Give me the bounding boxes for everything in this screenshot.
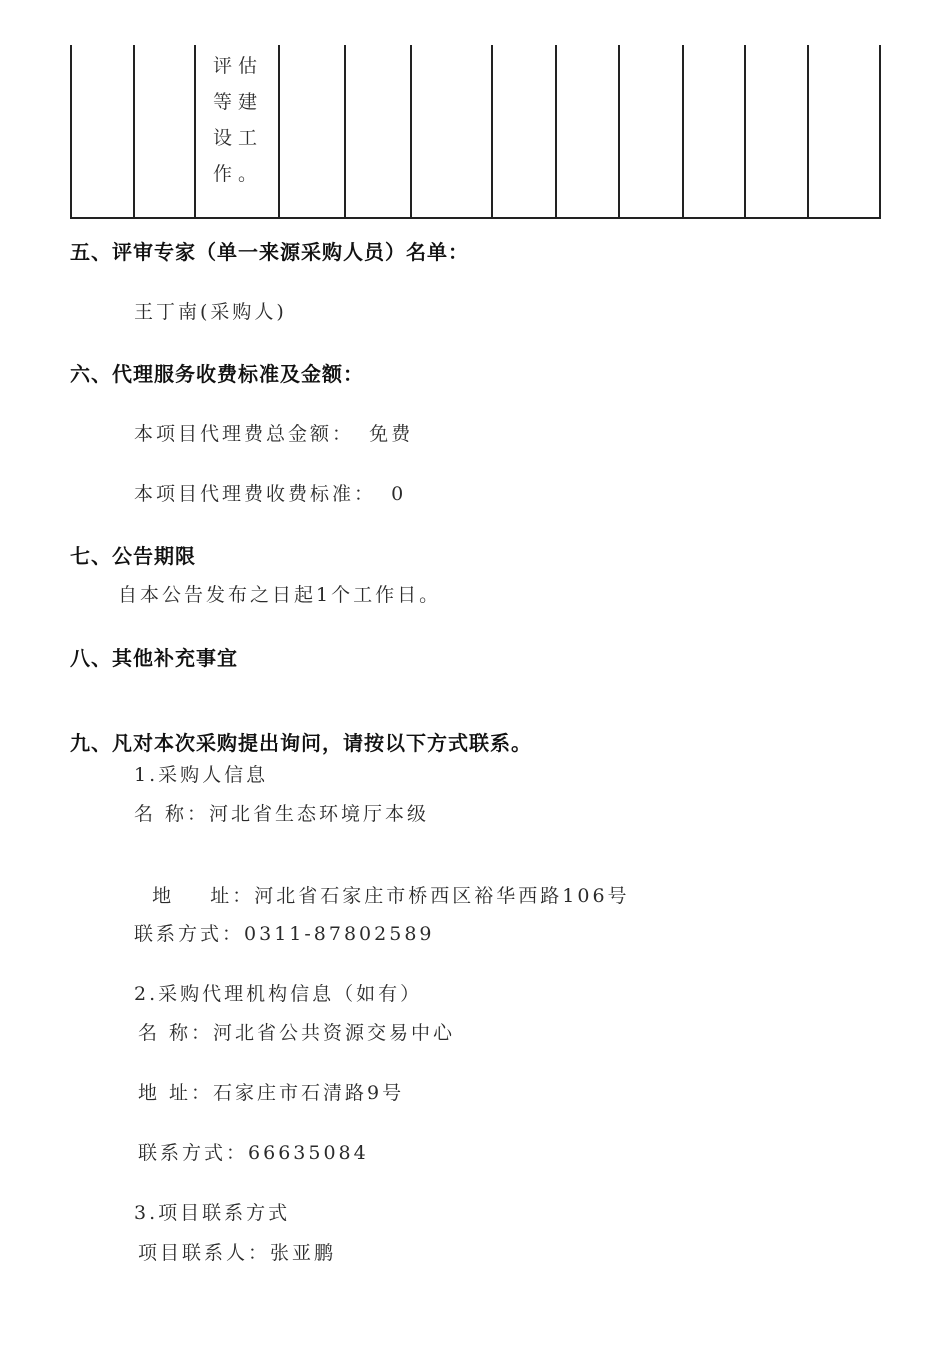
table-column-divider (133, 45, 135, 217)
purchaser-contact-label: 联系方式： (134, 923, 245, 945)
agency-fee-total-row (134, 419, 413, 446)
agency-address: 石家庄市石清路9号 (213, 1082, 405, 1104)
agency-fee-total-label: 本项目代理费总金额： (134, 423, 355, 445)
agency-fee-standard-label: 本项目代理费收费标准： (134, 483, 377, 505)
agency-contact-label: 联系方式： (138, 1142, 249, 1164)
table-column-divider (410, 45, 412, 217)
project-contact-label: 项目联系人： (138, 1242, 271, 1264)
table-column-divider (491, 45, 493, 217)
purchaser-name-label: 名 称： (134, 803, 210, 825)
agency-fee-total-value: 免费 (369, 423, 414, 445)
agency-fee-standard-row (134, 479, 406, 506)
purchaser-name-row (134, 799, 429, 826)
agency-name-row (138, 1018, 455, 1045)
agency-fee-standard-value: 0 (391, 483, 407, 505)
purchaser-phone: 0311-87802589 (244, 923, 435, 945)
purchaser-name: 河北省生态环境厅本级 (209, 803, 430, 825)
purchaser-info-title: 1.采购人信息 (134, 764, 269, 786)
table-border-left (70, 45, 72, 217)
announcement-period: 自本公告发布之日起1个工作日。 (118, 584, 442, 606)
table-border-right (879, 45, 881, 217)
table-cell-text: 评估等建设工作。 (213, 55, 264, 185)
agency-info-title: 2.采购代理机构信息（如有） (134, 983, 423, 1005)
purchaser-address-label: 地 址： (152, 885, 255, 907)
agency-address-label: 地 址： (138, 1082, 214, 1104)
table-column-divider (344, 45, 346, 217)
section-6-heading: 六、代理服务收费标准及金额： (70, 362, 364, 386)
procurement-table-fragment (70, 45, 881, 219)
agency-name: 河北省公共资源交易中心 (213, 1022, 456, 1044)
expert-name: 王丁南(采购人) (134, 301, 287, 323)
table-column-divider (278, 45, 280, 217)
agency-phone: 66635084 (248, 1142, 369, 1164)
table-column-divider (555, 45, 557, 217)
table-column-divider (744, 45, 746, 217)
section-7-heading: 七、公告期限 (70, 544, 196, 568)
agency-contact-row (138, 1138, 369, 1165)
section-9-heading: 九、凡对本次采购提出询问，请按以下方式联系。 (70, 731, 532, 755)
purchaser-contact-row (134, 919, 435, 946)
section-8-heading: 八、其他补充事宜 (70, 646, 238, 670)
agency-name-label: 名 称： (138, 1022, 214, 1044)
table-column-divider (618, 45, 620, 217)
purchaser-address-row (134, 859, 630, 908)
project-contact-row (138, 1238, 336, 1265)
table-column-divider (682, 45, 684, 217)
project-contact-person: 张亚鹏 (270, 1242, 337, 1264)
agency-address-row (138, 1078, 404, 1105)
project-contact-title: 3.项目联系方式 (134, 1202, 291, 1224)
section-5-heading: 五、评审专家（单一来源采购人员）名单： (70, 240, 469, 264)
table-column-divider (194, 45, 196, 217)
purchaser-address: 河北省石家庄市桥西区裕华西路106号 (254, 885, 630, 907)
table-column-divider (807, 45, 809, 217)
